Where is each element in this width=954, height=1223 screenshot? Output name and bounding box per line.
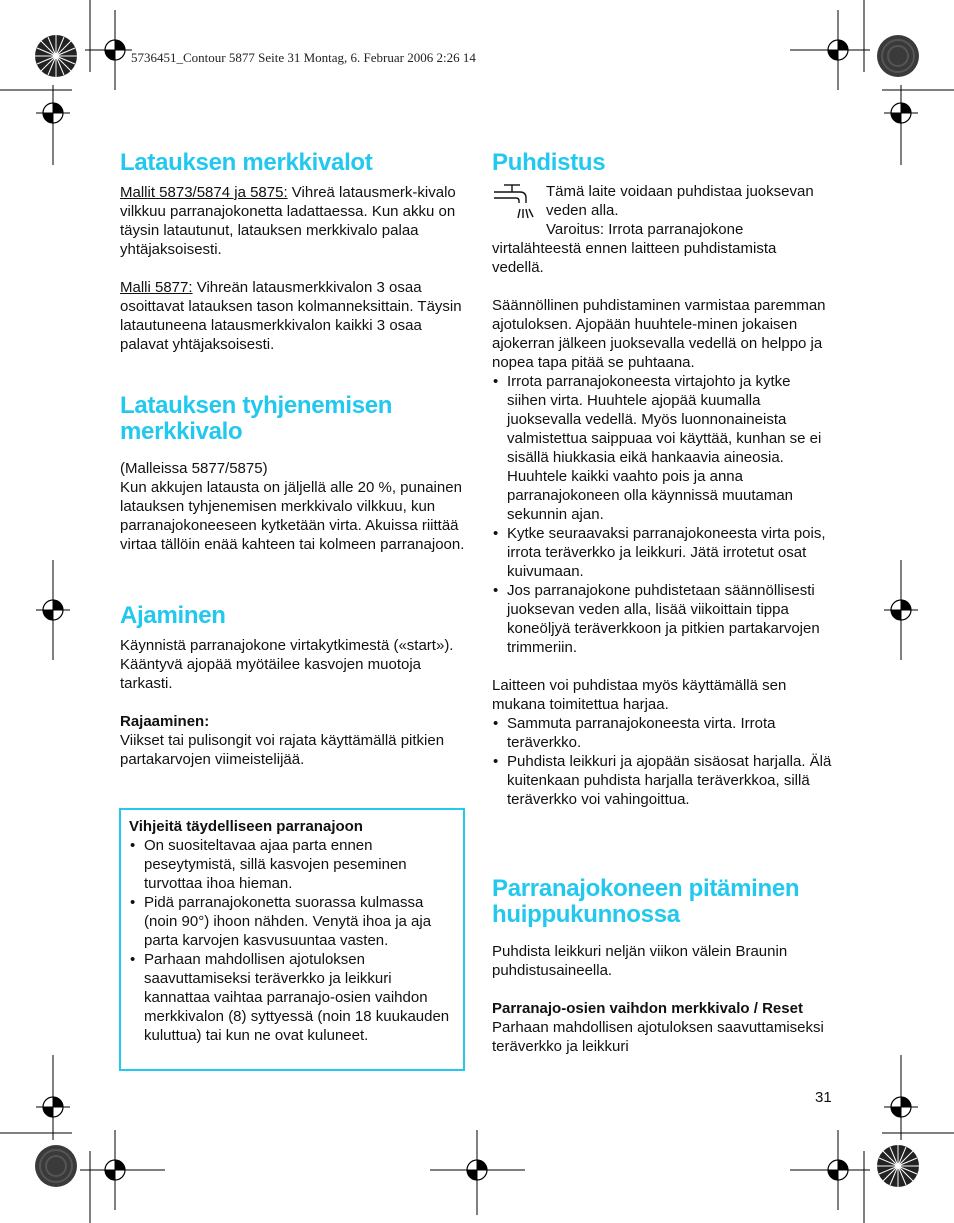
list-item: • Irrota parranajokoneesta virtajohto ja kytke siihen virta. Huuhtele ajopää kuumalla juoksevalla vedellä. Myös luonnonaineista valmistettua saippuaa voi käyttää, kunhan se ei sisällä hiukkasia eikä hankaavia aineosia. Huuhtele kaikki vaahto pois ja anna parranajokoneen olla käynnissä muutaman sekunnin ajan. — [492, 372, 832, 524]
cleaning-intro: Tämä laite voidaan puhdistaa juoksevan veden alla. — [546, 183, 814, 219]
shaving-text-1: Käynnistä parranajokone virtakytkimestä («start»). — [120, 637, 454, 654]
charging-paragraph-2: Malli 5877: Vihreän latausmerkkivalon 3 osaa osoittavat latauksen tason kolmanneksittain. Täysin latautuneena latausmerkkivalon kaikki 3 osaa palavat yhtäjaksoisesti. — [120, 279, 462, 353]
maintenance-text: Puhdista leikkuri neljän viikon välein Braunin puhdistusaineella. — [492, 943, 788, 979]
cleaning-list-1 — [492, 372, 832, 657]
starburst-mark-icon — [35, 35, 77, 77]
list-item: • Pidä parranajokonetta suorassa kulmassa (noin 90°) ihoon nähden. Venytä ihoa ja aja parta karvojen kasvusuuntaa vasten. — [129, 893, 455, 950]
trimming-subheading: Rajaaminen: — [120, 713, 210, 730]
low-battery-section — [120, 393, 465, 554]
starburst-mark-icon — [877, 1145, 919, 1187]
right-column — [492, 150, 832, 809]
reset-subheading: Parranajo-osien vaihdon merkkivalo / Reset — [492, 1000, 803, 1017]
section-title-low-battery: Latauksen tyhjenemisen merkkivalo — [120, 392, 393, 445]
tips-box — [119, 808, 465, 1071]
trimming-text: Viikset tai pulisongit voi rajata käyttämällä pitkien partakarvojen viimeistelijää. — [120, 732, 445, 768]
section-title-cleaning: Puhdistus — [492, 149, 606, 176]
low-battery-text: Kun akkujen latausta on jäljellä alle 20 %, punainen latauksen tyhjenemisen merkkivalo vilkkuu, kun parranajokoneeseen kytketään virta. Akuissa riittää virtaa tällöin enää kahteen tai kolmeen parranajoon. — [120, 479, 465, 553]
faucet-icon — [492, 182, 546, 222]
list-item: • Puhdista leikkuri ja ajopään sisäosat harjalla. Älä kuitenkaan puhdista harjalla teräverkkoa, sillä teräverkko voi vahingoittua. — [492, 752, 832, 809]
list-item: • Kytke seuraavaksi parranajokoneesta virta pois, irrota teräverkko ja leikkuri. Jätä irrotetut osat kuivumaan. — [492, 524, 832, 581]
list-item: • Sammuta parranajokoneesta virta. Irrota teräverkko. — [492, 714, 832, 752]
cleaning-paragraph-2: Säännöllinen puhdistaminen varmistaa paremman ajotuloksen. Ajopään huuhtele-minen jokaisen ajokerran jälkeen juoksevalla vedellä on helppo ja nopea tapa pitää se puhtaana. — [492, 297, 826, 371]
low-battery-models: (Malleissa 5877/5875) — [120, 460, 268, 477]
charging-paragraph-1: Mallit 5873/5874 ja 5875: Vihreä latausmerk-kivalo vilkkuu parranajokonetta ladattaessa. Kun akku on täysin latautunut, latauksen merkkivalo palaa yhtäjaksoisesti. — [120, 184, 456, 258]
section-title-maintenance: Parranajokoneen pitäminen huippukunnossa — [492, 875, 800, 928]
left-column — [120, 150, 465, 354]
cleaning-list-2 — [492, 714, 832, 809]
tips-list — [129, 836, 455, 1045]
shaving-text-2: Kääntyvä ajopää myötäilee kasvojen muotoja tarkasti. — [120, 656, 422, 692]
list-item: • Parhaan mahdollisen ajotuloksen saavuttamiseksi teräverkko ja leikkuri kannattaa vaihtaa parranajo-osien vaihdon merkkivalon (8) syttyessä (noin 18 kuukauden kuluttua) tai kun ne ovat kuluneet. — [129, 950, 455, 1045]
page-number: 31 — [815, 1089, 832, 1106]
starburst-mark-icon — [877, 35, 919, 77]
print-header: 5736451_Contour 5877 Seite 31 Montag, 6. Februar 2006 2:26 14 — [131, 50, 476, 65]
list-item: • On suositeltavaa ajaa parta ennen peseytymistä, sillä kasvojen peseminen turvottaa ihoa hieman. — [129, 836, 455, 893]
cleaning-paragraph-3: Laitteen voi puhdistaa myös käyttämällä sen mukana toimitettua harjaa. — [492, 677, 787, 713]
section-title-charging-lights: Latauksen merkkivalot — [120, 149, 373, 176]
reset-text: Parhaan mahdollisen ajotuloksen saavuttamiseksi teräverkko ja leikkuri — [492, 1019, 824, 1055]
shaving-section — [120, 603, 465, 769]
list-item: • Jos parranajokone puhdistetaan säännöllisesti juoksevan veden alla, lisää viikoittain tippa koneöljyä teräverkkoon ja pitkien partakarvojen trimmeriin. — [492, 581, 832, 657]
maintenance-section — [492, 876, 832, 1056]
section-title-shaving: Ajaminen — [120, 602, 226, 629]
tips-title: Vihjeitä täydelliseen parranajoon — [129, 818, 363, 835]
starburst-mark-icon — [35, 1145, 77, 1187]
cleaning-warning: Varoitus: Irrota parranajokone virtalähteestä ennen laitteen puhdistamista vedellä. — [492, 221, 777, 276]
